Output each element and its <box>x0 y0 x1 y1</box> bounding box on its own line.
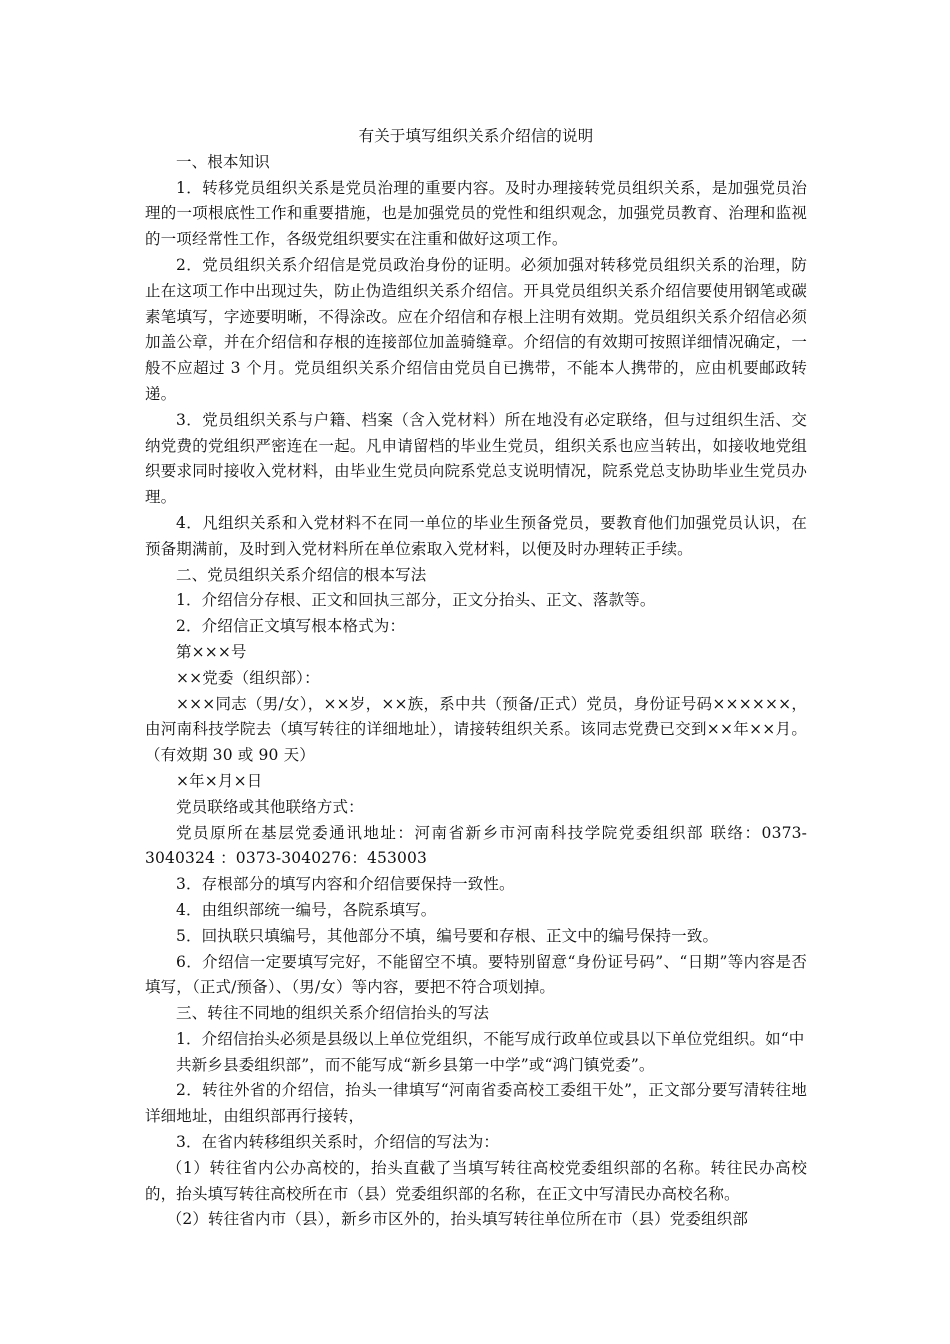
template-line: ×年×月×日 <box>176 771 263 790</box>
paragraph: 3．党员组织关系与户籍、档案（含入党材料）所在地没有必定联络，但与过组织生活、交纳党费的党组织严密连在一起。凡申请留档的毕业生党员，组织关系也应当转出，如接收地党组织要求同时接收入党材料，由毕业生党员向院系党总支说明情况，院系党总支协助毕业生党员办理。 <box>145 410 807 507</box>
paragraph: 2．介绍信正文填写根本格式为： <box>176 617 406 636</box>
document-title: 有关于填写组织关系介绍信的说明 <box>358 127 594 145</box>
document-body <box>145 124 807 1233</box>
paragraph: 3．在省内转移组织关系时，介绍信的写法为： <box>176 1133 500 1152</box>
paragraph: 2．转往外省的介绍信，抬头一律填写“河南省委高校工委组干处”，正文部分要写清转往地详细地址，由组织部再行接转， <box>145 1081 807 1126</box>
paragraph: 4．由组织部统一编号，各院系填写。 <box>176 900 437 919</box>
template-line: 党员原所在基层党委通讯地址：河南省新乡市河南科技学院党委组织部 联络：0373-3040324 ：0373-3040276：453003 <box>145 823 807 868</box>
template-line: ××党委（组织部）： <box>176 668 320 687</box>
paragraph: 1．转移党员组织关系是党员治理的重要内容。及时办理接转党员组织关系，是加强党员治理的一项根底性工作和重要措施，也是加强党员的党性和组织观念，加强党员教育、治理和监视的一项经常性工作，各级党组织要实在注重和做好这项工作。 <box>145 178 807 249</box>
paragraph: （1）转往省内公办高校的，抬头直截了当填写转往高校党委组织部的名称。转往民办高校的，抬头填写转往高校所在市（县）党委组织部的名称，在正文中写清民办高校名称。 <box>145 1158 807 1203</box>
paragraph: 5．回执联只填编号，其他部分不填，编号要和存根、正文中的编号保持一致。 <box>176 926 719 945</box>
paragraph: 4．凡组织关系和入党材料不在同一单位的毕业生预备党员，要教育他们加强党员认识，在预备期满前，及时到入党材料所在单位索取入党材料，以便及时办理转正手续。 <box>145 513 807 558</box>
template-line: 党员联络或其他联络方式： <box>176 797 364 816</box>
section-heading-2: 二、党员组织关系介绍信的根本写法 <box>176 565 427 584</box>
paragraph: 1．介绍信抬头必须是县级以上单位党组织，不能写成行政单位或县以下单位党组织。如“中 <box>176 1029 805 1048</box>
template-line: ×××同志（男/女），××岁，××族，系中共（预备/正式）党员，身份证号码××××××，由河南科技学院去（填写转往的详细地址），请接转组织关系。该同志党费已交到××年××月。（有效期 30 或 90 天） <box>145 694 807 765</box>
paragraph: 6．介绍信一定要填写完好，不能留空不填。要特别留意“身份证号码”、“日期”等内容是否填写，（正式/预备）、（男/女）等内容，要把不符合项划掉。 <box>145 952 807 997</box>
paragraph: 3．存根部分的填写内容和介绍信要保持一致性。 <box>176 875 515 894</box>
paragraph: 2．党员组织关系介绍信是党员政治身份的证明。必须加强对转移党员组织关系的治理，防止在这项工作中出现过失，防止伪造组织关系介绍信。开具党员组织关系介绍信要使用钢笔或碳素笔填写，字迹要明晰，不得涂改。应在介绍信和存根上注明有效期。党员组织关系介绍信必须加盖公章，并在介绍信和存根的连接部位加盖骑缝章。介绍信的有效期可按照详细情况确定，一般不应超过 3 个月。党员组织关系介绍信由党员自已携带，不能本人携带的，应由机要邮政转递。 <box>145 255 807 403</box>
paragraph: 共新乡县委组织部”，而不能写成“新乡县第一中学”或“鸿门镇党委”。 <box>176 1055 655 1074</box>
template-line: 第×××号 <box>176 642 247 661</box>
section-heading-1: 一、根本知识 <box>176 152 270 171</box>
section-heading-3: 三、转往不同地的组织关系介绍信抬头的写法 <box>176 1004 490 1023</box>
paragraph: （2）转往省内市（县），新乡市区外的，抬头填写转往单位所在市（县）党委组织部 <box>166 1210 749 1229</box>
paragraph: 1．介绍信分存根、正文和回执三部分，正文分抬头、正文、落款等。 <box>176 591 656 610</box>
